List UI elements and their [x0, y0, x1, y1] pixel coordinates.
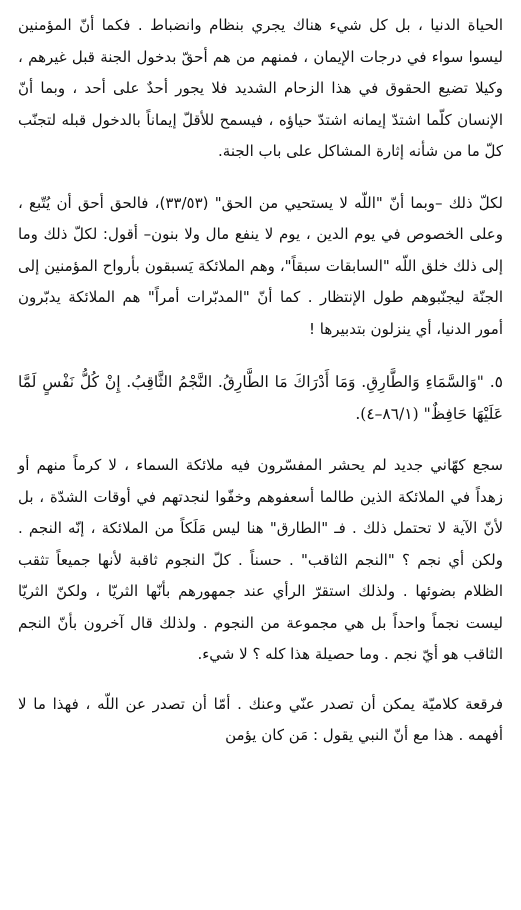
- paragraph-5: فرقعة كلاميّة يمكن أن تصدر عنّي وعنك . أمّا أن تصدر عن اللّه ، فهذا ما لا أفهمه . هذا مع أنّ النبي يقول : مَن كان يؤمن: [18, 694, 503, 744]
- paragraph-2: لكلّ ذلك –وبما أنّ "اللّه لا يستحيي من الحق" (٣٣/٥٣)، فالحق أحق أن يُتّبع ، وعلى الخصوص في يوم الدين ، يوم لا ينفع مال ولا بنون– أقول: لكلّ ذلك وما إلى ذلك خلق اللّه "السابقات سبقاً"، وهم الملائكة يَسبقون بأرواح المؤمنين إلى الجنّة ليجنّبوهم طول الإنتظار . كما أنّ "المدبّرات أمراً" هم الملائكة يدبّرون أمور الدنيا، أي ينزلون بتدبيرها !: [18, 193, 503, 338]
- paragraph-1: الحياة الدنيا ، بل كل شيء هناك يجري بنظام وانضباط . فكما أنّ المؤمنين ليسوا سواء في درجات الإيمان ، فمنهم من هم أحقّ بدخول الجنة قبل غيرهم ، وكيلا تضيع الحقوق في هذا الزحام الشديد فلا يجور أحدٌ على أحد ، وبما أنّ الإنسان كلّما اشتدّ إيمانه اشتدّ حياؤه ، فيسمح للأقلّ إيماناً بالدخول قبله لتجنّب كلّ ما من شأنه إثارة المشاكل على باب الجنة.: [18, 16, 503, 160]
- paragraph-3-verse: ٥. "وَالسَّمَاءِ وَالطَّارِقِ. وَمَا أَدْرَاكَ مَا الطَّارِقُ. النَّجْمُ الثَّاقِبُ. إِنْ كُلُّ نَفْسٍ لَمَّا عَلَيْهَا حَافِظٌ" (٨٦/١–٤).: [18, 373, 503, 423]
- paragraph-4: سجع كهّاني جديد لم يحشر المفسّرون فيه ملائكة السماء ، لا كرماً منهم أو زهداً في الملائكة الذين طالما أسعفوهم وخفّوا لنجدتهم في أوقات الشدّة ، بل لأنّ الآية لا تحتمل ذلك . فـ "الطارق" هنا ليس مَلَكاً من الملائكة ، إنّه النجم . ولكن أي نجم ؟ "النجم الثاقب" . حسناً . كلّ النجوم ثاقبة لأنها جميعاً تثقب الظلام بضوئها . ولذلك استقرّ الرأي عند جمهورهم بأنّها الثريّا ، ولكنّ الثريّا ليست نجماً واحداً بل هي مجموعة من النجوم . ولذلك قال آخرون بأنّ النجم الثاقب هو أيّ نجم . وما حصيلة هذا كله ؟ لا شيء.: [18, 456, 503, 663]
